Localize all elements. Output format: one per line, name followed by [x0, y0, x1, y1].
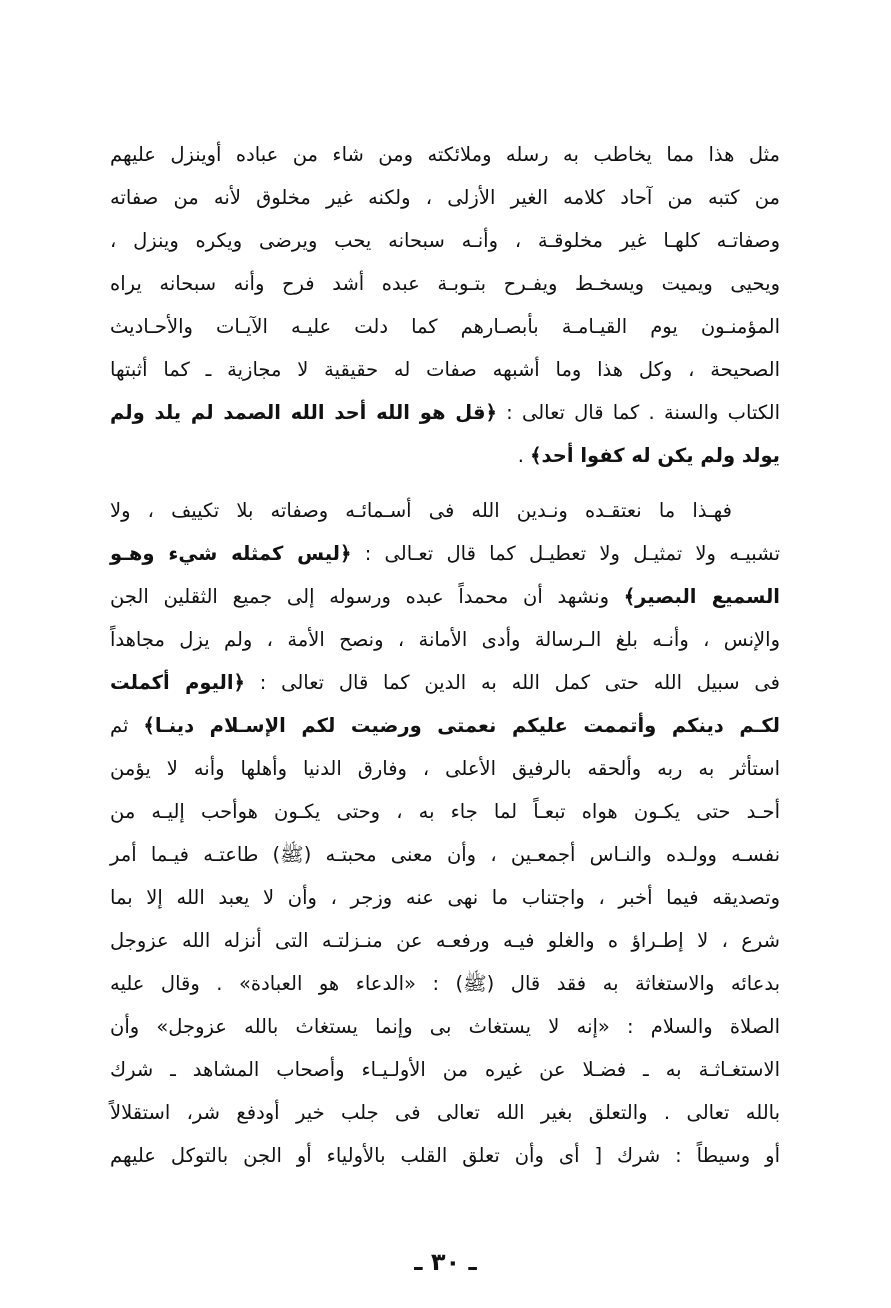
text-line [110, 747, 780, 790]
text-line [110, 532, 780, 575]
quran-quote: ﴿قل هو الله أحد الله الصمد لم يلد ولم [110, 401, 497, 424]
text-segment: مثل هذا مما يخاطب به رسله وملائكته ومن شاء من عباده أوينزل عليهم [110, 143, 780, 166]
text-line [110, 618, 780, 661]
text-segment: والإنس ، وأنـه بلغ الـرسالة وأدى الأمانة ، ونصح الأمة ، ولم يزل مجاهداً [110, 628, 780, 651]
text-segment: الكتاب والسنة . كما قال تعالى : [496, 401, 780, 424]
text-line [110, 176, 780, 219]
text-segment: وتصديقه فيما أخبر ، واجتناب ما نهى عنه وزجر ، وأن لا يعبد الله إلا بما [110, 886, 780, 909]
text-segment: الاستغـاثـة به ـ فضـلا عن غيره من الأولـيـاء وأصحاب المشاهد ـ شرك [110, 1058, 780, 1081]
text-line [110, 391, 780, 434]
text-line [110, 262, 780, 305]
text-line [110, 661, 780, 704]
quran-quote: لكـم دينكم وأتممت عليكم نعمتى ورضيت لكم الإسـلام دينـا﴾ [143, 714, 780, 737]
text-segment: المؤمنـون يوم القيـامـة بأبصـارهم كما دلت عليـه الآيـات والأحـاديث [110, 315, 780, 338]
text-segment: . [517, 444, 531, 467]
text-segment: شرع ، لا إطـراؤ ه والغلو فيـه ورفعـه عن منـزلتـه التى أنزله الله عزوجل [110, 929, 780, 952]
text-line [110, 833, 780, 876]
text-line [110, 1005, 780, 1048]
text-line [110, 489, 780, 532]
text-line [110, 133, 780, 176]
text-segment: فى سبيل الله حتى كمل الله به الدين كما قال تعالى : [244, 671, 780, 694]
text-line [110, 1134, 780, 1177]
text-segment: أحـد حتى يكـون هواه تبعـاً لما جاء به ، وحتى يكـون هوأحب إليـه من [110, 800, 780, 823]
text-line [110, 305, 780, 348]
text-segment: أو وسيطاً : شرك [ أى وأن تعلق القلب بالأولياء أو الجن بالتوكل عليهم [110, 1144, 780, 1167]
text-line [110, 962, 780, 1005]
text-segment: بدعائه والاستغاثة به فقد قال (ﷺ) : «الدعاء هو العبادة» . وقال عليه [110, 972, 780, 995]
paragraph [110, 133, 780, 477]
text-line [110, 876, 780, 919]
text-segment: وصفاتـه كلهـا غير مخلوقـة ، وأنـه سبحانه يحب ويرضى ويكره وينزل ، [110, 229, 780, 252]
text-segment: استأثر به ربه وألحقه بالرفيق الأعلى ، وفارق الدنيا وأهلها وأنه لا يؤمن [110, 757, 780, 780]
text-line [110, 704, 780, 747]
text-line [110, 348, 780, 391]
text-segment: الصحيحة ، وكل هذا وما أشبهه صفات له حقيقية لا مجازية ـ كما أثبتها [110, 358, 780, 381]
page-number: ـ ٣٠ ـ [414, 1248, 477, 1276]
text-segment: تشبيـه ولا تمثيـل ولا تعطيـل كما قال تعـالى : [351, 542, 780, 565]
text-line [110, 1048, 780, 1091]
text-line [110, 790, 780, 833]
text-segment: بالله تعالى . والتعلق بغير الله تعالى فى جلب خير أودفع شر، استقلالاً [110, 1101, 780, 1124]
page-body [110, 133, 780, 1177]
text-segment: ونشهد أن محمداً عبده ورسوله إلى جميع الثقلين الجن [110, 585, 624, 608]
text-line [110, 219, 780, 262]
text-segment: ويحيى ويميت ويسخـط ويفـرح بتـوبـة عبده أشد فرح وأنه سبحانه يراه [110, 272, 780, 295]
text-segment: الصلاة والسلام : «إنه لا يستغاث بى وإنما يستغاث بالله عزوجل» وأن [110, 1015, 780, 1038]
text-line [110, 1091, 780, 1134]
text-line [110, 919, 780, 962]
paragraph [110, 489, 780, 1177]
quran-quote: السميع البصير﴾ [623, 585, 780, 608]
text-line [110, 575, 780, 618]
quran-quote: ﴿اليوم أكملت [110, 671, 245, 694]
quran-quote: يولد ولم يكن له كفوا أحد﴾ [530, 444, 780, 467]
text-line [110, 434, 780, 477]
text-segment: فهـذا ما نعتقـده ونـدين الله فى أسـمائـه وصفاته بلا تكييف ، ولا [110, 499, 732, 522]
text-segment: نفسـه وولـده والنـاس أجمعـين ، وأن معنى محبتـه (ﷺ) طاعتـه فيـما أمر [110, 843, 780, 866]
quran-quote: ﴿ليس كمثله شيء وهـو [110, 542, 352, 565]
text-segment: من كتبه من آحاد كلامه الغير الأزلى ، ولكنه غير مخلوق لأنه من صفاته [110, 186, 780, 209]
text-segment: ثم [110, 714, 144, 737]
